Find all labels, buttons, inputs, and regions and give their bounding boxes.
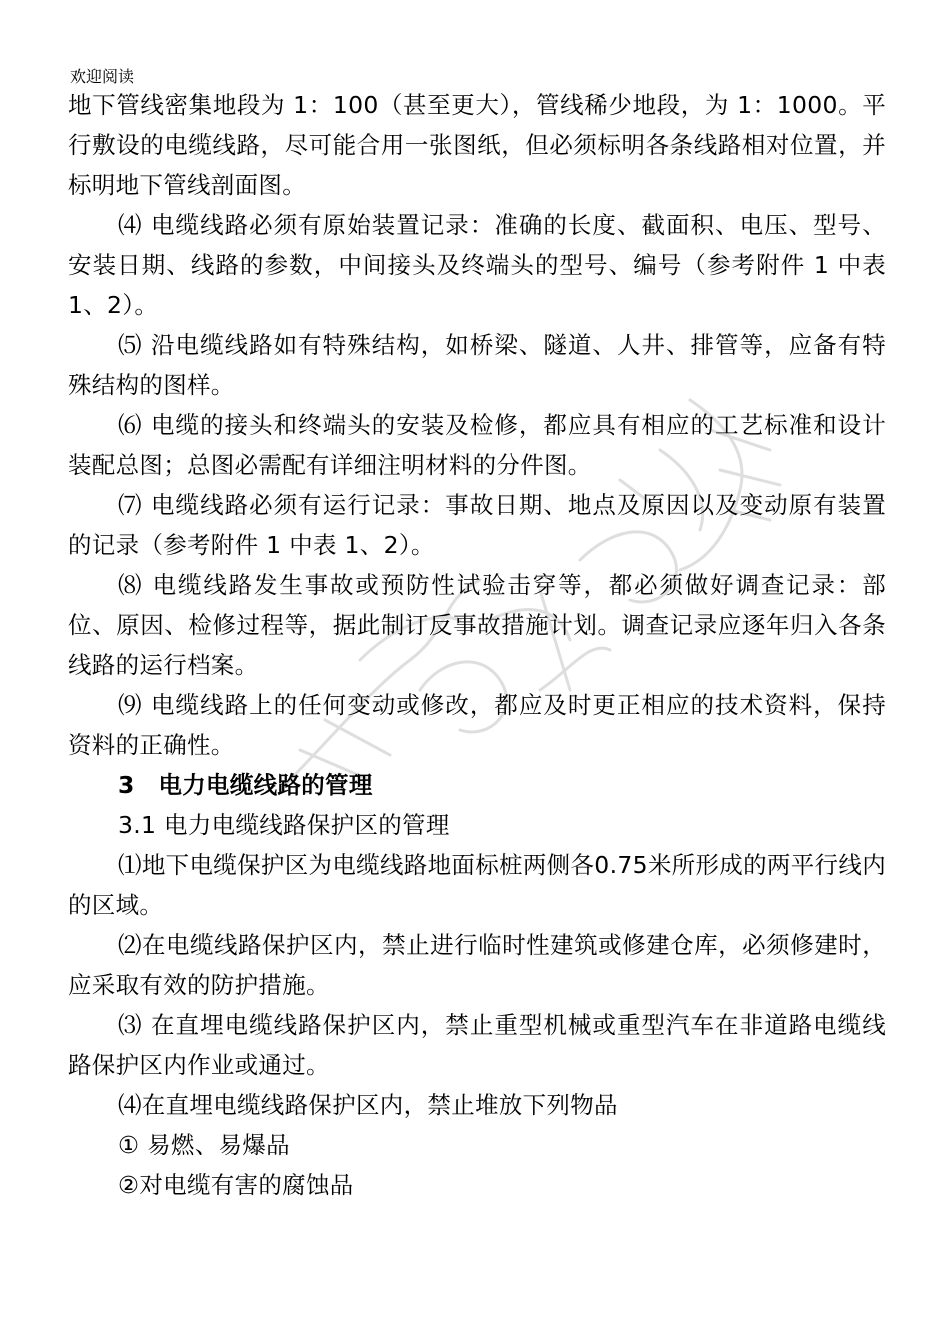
paragraph-rule-4: ⑷在直埋电缆线路保护区内，禁止堆放下列物品 [118, 1091, 618, 1119]
paragraph-item-4: ⑷ 电缆线路必须有原始装置记录：准确的长度、截面积、电压、型号、安装日期、线路的参数，中间接头及终端头的型号、编号（参考附件 1 中表 1、2）。 [68, 211, 886, 319]
document-body [68, 85, 886, 1205]
paragraph-item-5: ⑸ 沿电缆线路如有特殊结构，如桥梁、隧道、人井、排管等，应备有特殊结构的图样。 [68, 331, 886, 399]
paragraph-continuation: 地下管线密集地段为 1：100（甚至更大），管线稀少地段，为 1：1000。平行敷设的电缆线路，尽可能合用一张图纸，但必须标明各条线路相对位置，并标明地下管线剖面图。 [68, 91, 886, 199]
list-item-1: ① 易燃、易爆品 [118, 1131, 290, 1159]
subsection-heading-3-1: 3.1 电力电缆线路保护区的管理 [118, 811, 450, 839]
paragraph-item-7: ⑺ 电缆线路必须有运行记录：事故日期、地点及原因以及变动原有装置的记录（参考附件 1 中表 1、2）。 [68, 491, 886, 559]
paragraph-rule-3: ⑶ 在直埋电缆线路保护区内，禁止重型机械或重型汽车在非道路电缆线路保护区内作业或通过。 [68, 1011, 886, 1079]
paragraph-item-8: ⑻ 电缆线路发生事故或预防性试验击穿等，都必须做好调查记录：部位、原因、检修过程等，据此制订反事故措施计划。调查记录应逐年归入各条线路的运行档案。 [68, 571, 886, 679]
list-item-2: ②对电缆有害的腐蚀品 [118, 1171, 354, 1199]
paragraph-item-9: ⑼ 电缆线路上的任何变动或修改，都应及时更正相应的技术资料，保持资料的正确性。 [68, 691, 886, 759]
section-heading-3: 3 电力电缆线路的管理 [118, 771, 373, 799]
paragraph-rule-2: ⑵在电缆线路保护区内，禁止进行临时性建筑或修建仓库，必须修建时，应采取有效的防护措施。 [68, 931, 886, 999]
page-header: 欢迎阅读 [70, 67, 135, 86]
paragraph-item-6: ⑹ 电缆的接头和终端头的安装及检修，都应具有相应的工艺标准和设计装配总图；总图必需配有详细注明材料的分件图。 [68, 411, 886, 479]
paragraph-rule-1: ⑴地下电缆保护区为电缆线路地面标桩两侧各0.75米所形成的两平行线内的区域。 [68, 851, 886, 919]
